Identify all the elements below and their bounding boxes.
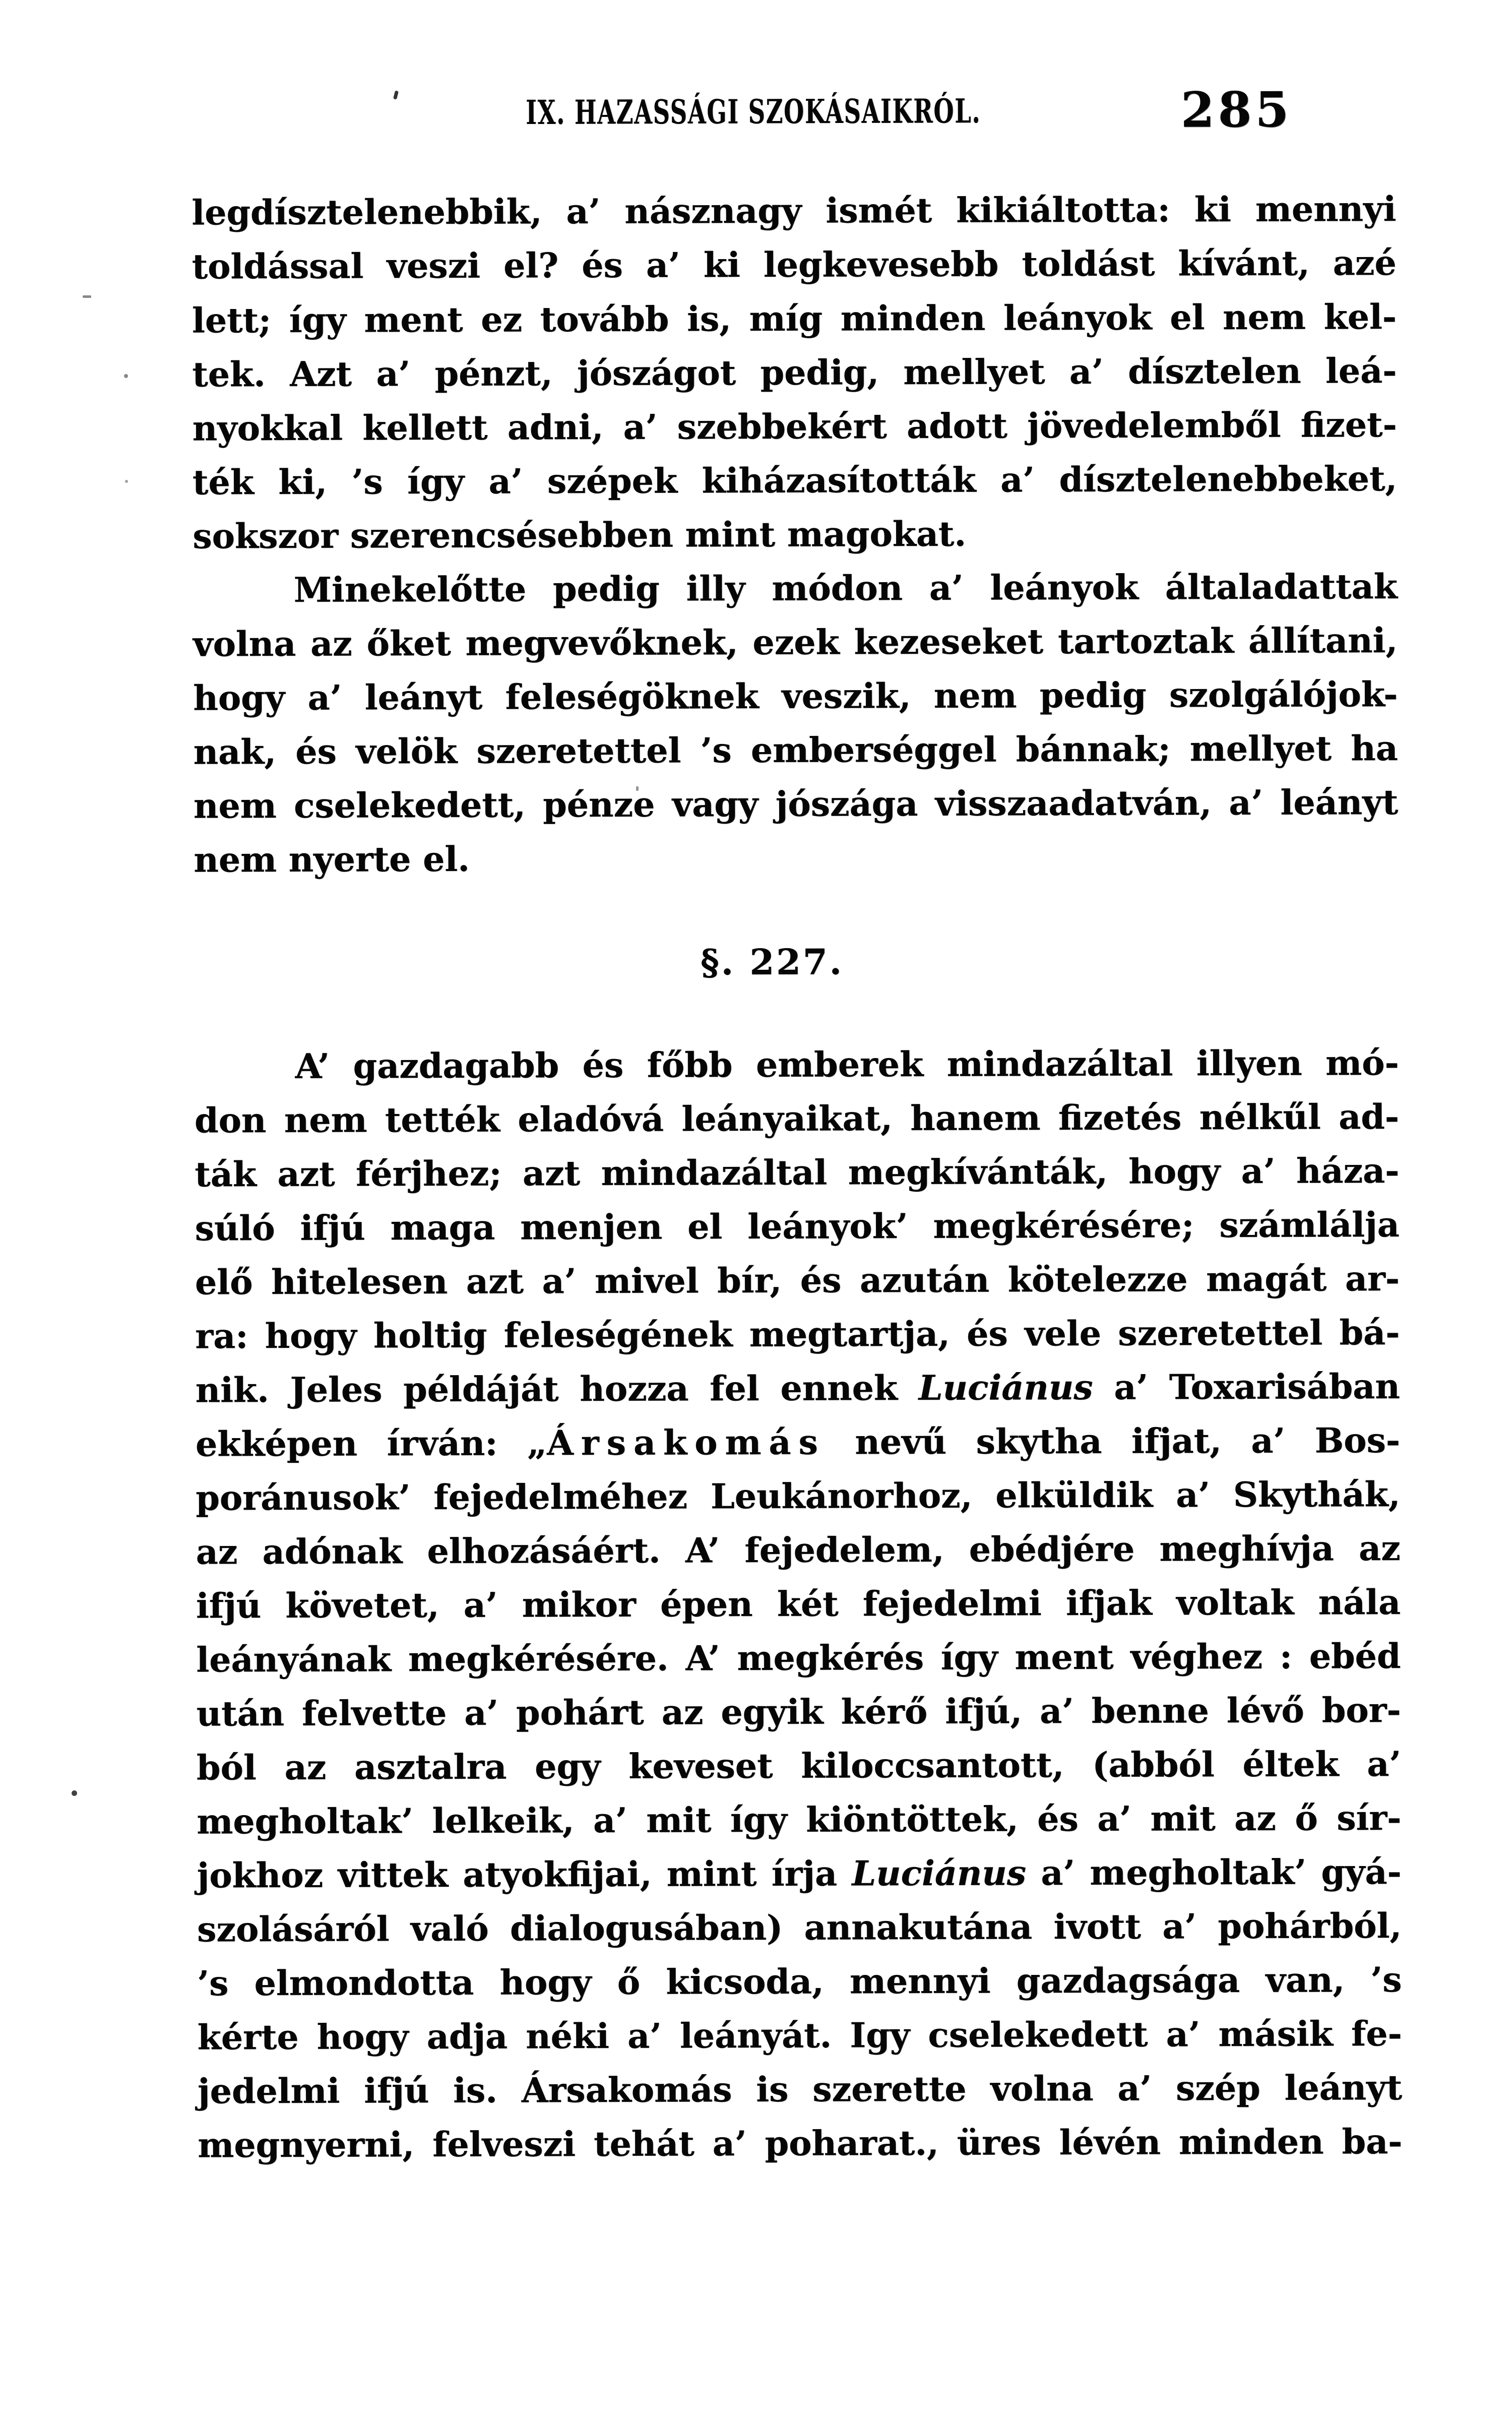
text-line (193, 614, 1398, 672)
text-line (194, 830, 1398, 888)
text-line (195, 1090, 1399, 1148)
text-segment: ták azt férjhez; azt mindazáltal megkívánták, hogy a’ háza- (195, 1150, 1400, 1195)
text-line (193, 668, 1398, 726)
section-heading: §. 227. (700, 941, 844, 983)
text-line (197, 1899, 1402, 1957)
text-line (197, 1737, 1401, 1795)
text-segment: súló ifjú maga menjen el leányok’ megkérésére; számlálja (195, 1204, 1400, 1249)
text-segment: nem nyerte el. (194, 839, 470, 881)
text-segment: sokszor szerencsésebben mint magokat. (193, 514, 967, 557)
text-line (197, 2007, 1402, 2065)
text-line (197, 1791, 1401, 1849)
page-number: 285 (1180, 81, 1293, 139)
text-segment: ’s elmondotta hogy ő kicsoda, mennyi gazdagsága van, ’s (197, 1959, 1402, 2004)
text-segment: megnyerni, felveszi tehát a’ poharat., üres lévén minden ba- (198, 2121, 1403, 2166)
text-line (196, 1522, 1400, 1580)
text-segment: leányának megkérésére. A’ megkérés így ment véghez : ebéd (196, 1636, 1401, 1681)
text-segment: don nem tették eladóvá leányaikat, hanem fizetés nélkűl ad- (194, 1096, 1400, 1141)
text-segment: toldással veszi el? és a’ ki legkevesebb toldást kívánt, azé (192, 243, 1397, 287)
text-segment: az adónak elhozásáért. A’ fejedelem, ebédjére meghívja az (196, 1528, 1401, 1573)
text-line (193, 506, 1397, 564)
text-segment: kérte hogy adja néki a’ leányát. Igy cselekedett a’ másik fe- (197, 2013, 1402, 2058)
running-header: IX. HAZASSÁGI SZOKÁSAIKRÓL. (526, 91, 981, 132)
text-line (193, 452, 1397, 510)
text-segment: ra: hogy holtig feleségének megtartja, és vele szeretettel bá- (195, 1312, 1400, 1357)
text-line (192, 236, 1396, 294)
italic-text: Luciánus (918, 1367, 1093, 1408)
paragraph (194, 1036, 1402, 2172)
text-line (192, 398, 1397, 456)
text-segment: A’ gazdagabb és főbb emberek mindazáltal illyen mó- (295, 1042, 1399, 1087)
text-line (195, 1198, 1399, 1256)
italic-text: Luciánus (852, 1853, 1027, 1894)
text-line (195, 1360, 1400, 1418)
text-line (195, 1306, 1400, 1364)
text-segment: megholtak’ lelkeik, a’ mit így kiöntöttek, és a’ mit az ő sír- (197, 1797, 1402, 1842)
text-segment: jokhoz vittek atyokfijai, mint írja (197, 1853, 852, 1896)
text-segment: ekképen írván: „ (195, 1423, 547, 1465)
text-line (198, 2115, 1402, 2173)
text-line (198, 2061, 1402, 2119)
text-segment: ból az asztalra egy keveset kiloccsantott, (abból éltek a’ (196, 1744, 1402, 1788)
paragraph (192, 182, 1397, 564)
text-segment: nem cselekedett, pénze vagy jószága visszaadatván, a’ leányt (193, 782, 1399, 827)
text-flow (192, 182, 1402, 2172)
text-line (196, 1468, 1400, 1526)
text-segment: nevű skytha ifjat, a’ Bos- (825, 1420, 1401, 1463)
text-segment: volna az őket megvevőknek, ezek kezeseket tartoztak állítani, (193, 620, 1398, 665)
text-line (196, 1576, 1401, 1634)
text-segment: elő hitelesen azt a’ mivel bír, és azután kötelezze magát ar- (195, 1258, 1400, 1303)
text-line (192, 182, 1396, 240)
text-segment: nak, és velök szeretettel ’s emberséggel bánnak; mellyet ha (193, 728, 1398, 773)
letterspaced-text: Ársakomás (546, 1422, 826, 1464)
text-line (194, 1036, 1399, 1094)
paragraph (193, 560, 1398, 888)
text-line (194, 776, 1398, 834)
text-segment: legdísztelenebbik, a’ násznagy ismét kikiáltotta: ki mennyi (192, 189, 1397, 233)
text-segment: lett; így ment ez tovább is, míg minden leányok el nem kel- (192, 297, 1397, 341)
text-segment: poránusok’ fejedelméhez Leukánorhoz, elküldik a’ Skythák, (196, 1474, 1401, 1519)
text-segment: hogy a’ leányt feleségöknek veszik, nem pedig szolgálójok- (193, 674, 1398, 719)
text-segment: nyokkal kellett adni, a’ szebbekért adott jövedelemből fizet- (192, 404, 1397, 449)
text-segment: szolásáról való dialogusában) annakutána ivott a’ pohárból, (197, 1905, 1402, 1950)
text-segment: a’ Toxarisában (1093, 1366, 1400, 1408)
text-segment: tek. Azt a’ pénzt, jószágot pedig, mellyet a’ dísztelen leá- (192, 351, 1397, 395)
text-segment: a’ megholtak’ gyá- (1026, 1851, 1402, 1894)
text-segment: jedelmi ifjú is. Ársakomás is szerette volna a’ szép leányt (197, 2067, 1403, 2112)
text-line (192, 290, 1397, 348)
text-line (192, 344, 1397, 402)
text-segment: ifjú követet, a’ mikor épen két fejedelmi ifjak voltak nála (196, 1582, 1401, 1627)
text-line (196, 1630, 1401, 1688)
text-line (196, 1684, 1401, 1742)
text-line (195, 1252, 1400, 1310)
text-line (195, 1144, 1399, 1202)
text-segment: nik. Jeles példáját hozza fel ennek (195, 1368, 919, 1411)
text-line (196, 1414, 1400, 1472)
text-line (193, 560, 1397, 618)
text-line (193, 722, 1398, 780)
text-segment: után felvette a’ pohárt az egyik kérő ifjú, a’ benne lévő bor- (196, 1690, 1401, 1734)
text-segment: Minekelőtte pedig illy módon a’ leányok általadattak (293, 566, 1398, 610)
text-line (197, 1953, 1402, 2011)
text-segment: ték ki, ’s így a’ szépek kiházasították a’ dísztelenebbeket, (192, 458, 1398, 503)
text-line (197, 1845, 1401, 1903)
